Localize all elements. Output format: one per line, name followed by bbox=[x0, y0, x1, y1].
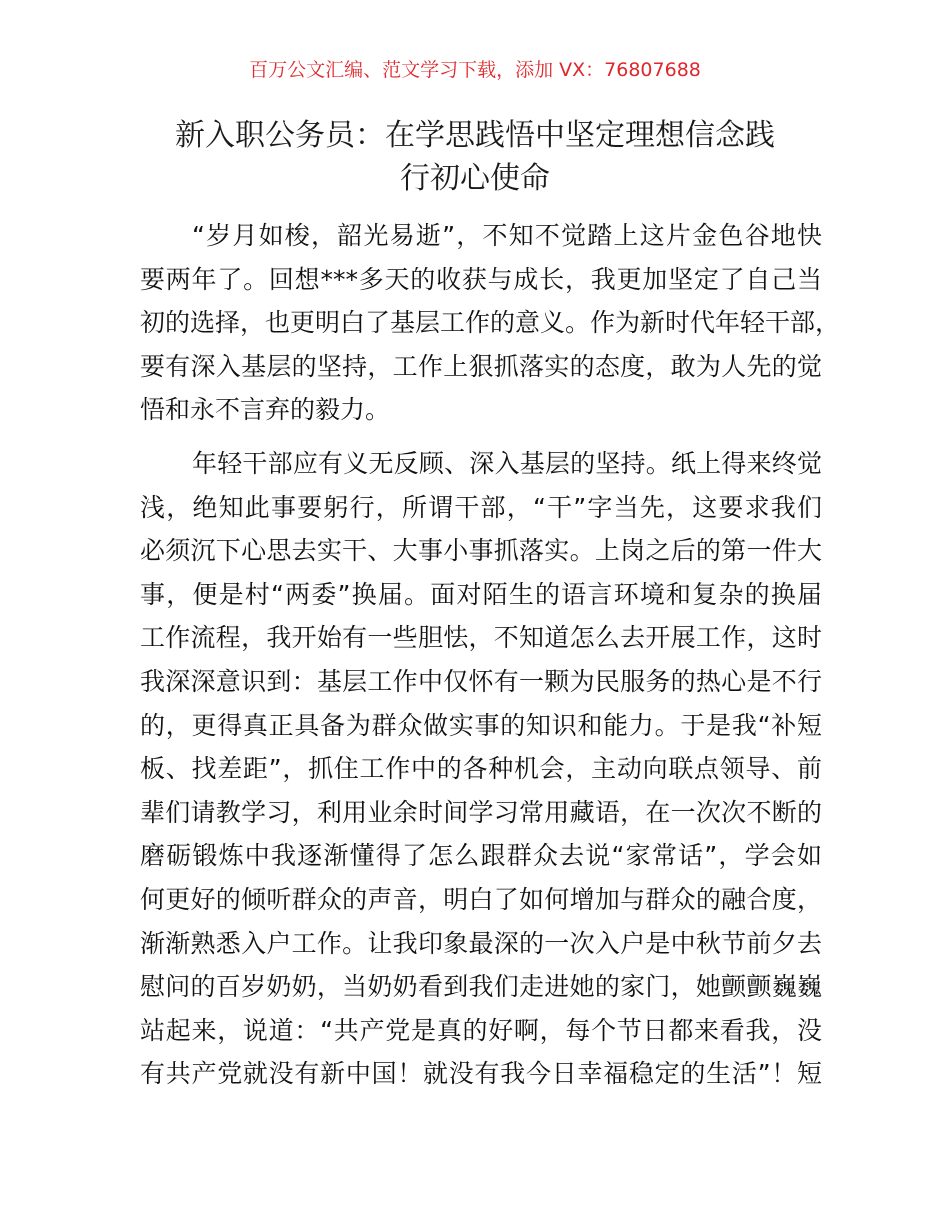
text-line: 工作流程，我开始有一些胆怯，不知道怎么去开展工作，这时 bbox=[140, 623, 822, 653]
document-title bbox=[130, 114, 820, 200]
text-line: 站起来，说道：“共产党是真的好啊，每个节日都来看我，没 bbox=[140, 1015, 822, 1045]
text-line: “岁月如梭，韶光易逝”，不知不觉踏上这片金色谷地快 bbox=[192, 221, 822, 250]
paragraph-2 bbox=[140, 442, 822, 1096]
text-line: 何更好的倾听群众的声音，明白了如何增加与群众的融合度， bbox=[140, 884, 822, 914]
text-line: 事，便是村“两委”换届。面对陌生的语言环境和复杂的换届 bbox=[140, 579, 822, 609]
text-line: 磨砺锻炼中我逐渐懂得了怎么跟群众去说“家常话”，学会如 bbox=[140, 841, 822, 871]
text-line: 我深深意识到：基层工作中仅怀有一颗为民服务的热心是不行 bbox=[140, 666, 822, 696]
document-body bbox=[140, 214, 841, 1106]
text-line: 辈们请教学习，利用业余时间学习常用藏语，在一次次不断的 bbox=[140, 797, 822, 827]
text-line: 的，更得真正具备为群众做实事的知识和能力。于是我“补短 bbox=[140, 710, 822, 740]
text-line: 有共产党就没有新中国！就没有我今日幸福稳定的生活”！短 bbox=[140, 1059, 822, 1089]
text-line: 悟和永不言弃的毅力。 bbox=[140, 395, 391, 425]
text-line: 要两年了。回想***多天的收获与成长，我更加坚定了自己当 bbox=[140, 264, 822, 294]
text-line: 浅，绝知此事要躬行，所谓干部，“干”字当先，这要求我们 bbox=[140, 492, 822, 522]
paragraph-1 bbox=[140, 214, 841, 432]
text-line: 渐渐熟悉入户工作。让我印象最深的一次入户是中秋节前夕去 bbox=[140, 928, 822, 958]
title-line: 行初心使命 bbox=[400, 161, 550, 196]
text-line: 要有深入基层的坚持，工作上狠抓落实的态度，敢为人先的觉 bbox=[140, 351, 822, 381]
text-line: 年轻干部应有义无反顾、深入基层的坚持。纸上得来终觉 bbox=[192, 448, 822, 478]
watermark-header: 百万公文汇编、范文学习下载，添加 VX：76807688 bbox=[249, 59, 701, 81]
text-line: 板、找差距”，抓住工作中的各种机会，主动向联点领导、前 bbox=[140, 754, 822, 784]
text-line: 初的选择，也更明白了基层工作的意义。作为新时代年轻干部， bbox=[140, 308, 841, 338]
text-line: 必须沉下心思去实干、大事小事抓落实。上岗之后的第一件大 bbox=[140, 536, 822, 566]
text-line: 慰问的百岁奶奶，当奶奶看到我们走进她的家门，她颤颤巍巍 bbox=[140, 972, 822, 1002]
title-line: 新入职公务员：在学思践悟中坚定理想信念践 bbox=[175, 118, 775, 153]
